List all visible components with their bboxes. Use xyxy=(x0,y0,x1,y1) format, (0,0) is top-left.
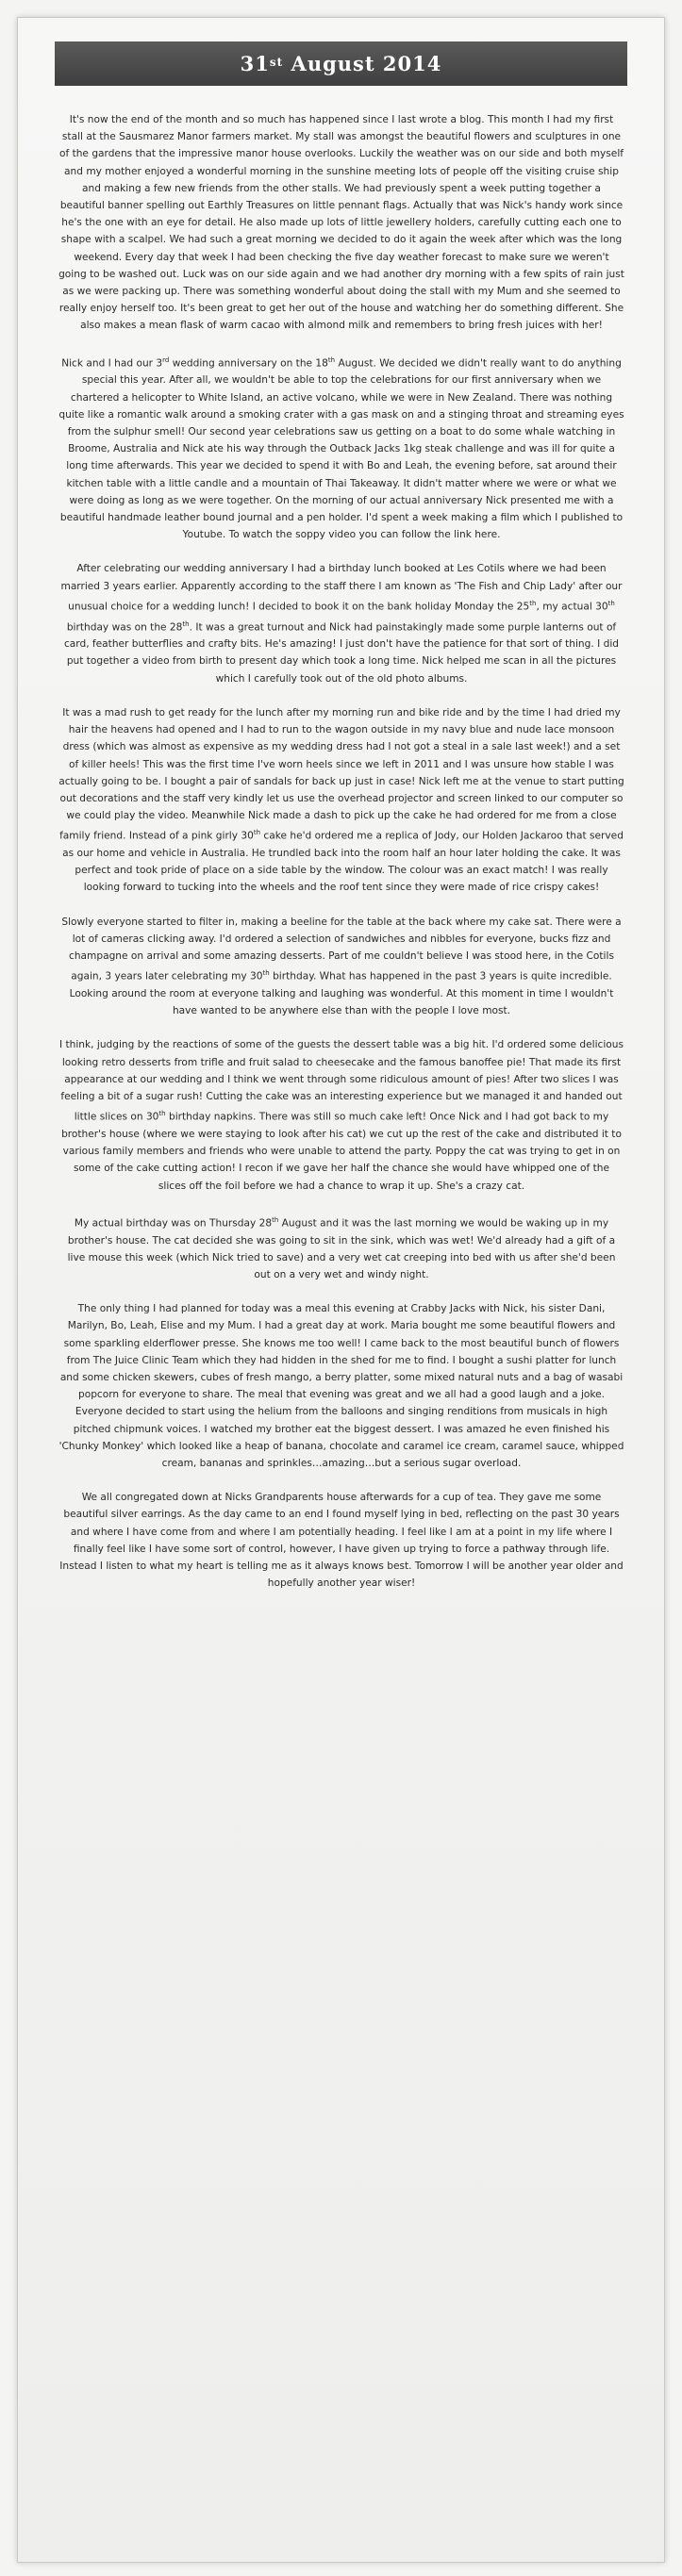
ordinal-suffix: rd xyxy=(162,355,170,364)
blog-body xyxy=(58,111,624,1609)
paragraph-text: cake he'd ordered me a replica of Jody, our Holden Jackaroo that served as our home and vehicle in Australia. He trundled back into the room half an hour later holding the cake. It was perfect and took pride of place on a side table by the window. The colour was an exact match! I was really looking forward to tucking into the wheels and the roof tent since they were made of rice crispy cakes! xyxy=(62,830,624,894)
header-day-suffix: st xyxy=(269,55,284,69)
blog-paragraph xyxy=(58,1489,624,1592)
paragraph-text: The only thing I had planned for today was a meal this evening at Crabby Jacks with Nick, his sister Dani, Marilyn, Bo, Leah, Elise and my Mum. I had a great day at work. Maria bought me some beautiful flowers and some sparkling elderflower presse. She knows me too well! I came back to the most beautiful bunch of flowers from The Juice Clinic Team which they had hidden in the shed for me to find. I bought a sushi platter for lunch and some chicken skewers, cubes of fresh mango, a berry platter, some mixed natural nuts and a bag of wasabi popcorn for everyone to share. The meal that evening was great and we all had a good laugh and a joke. Everyone decided to start using the helium from the balloons and singing renditions from musicals in high pitched chipmunk voices. I watched my brother eat the biggest dessert. I was amazed he even finished his 'Chunky Monkey' which looked like a heap of banana, chocolate and caramel ice cream, caramel sauce, whipped cream, bananas and sprinkles…amazing…but a serious sugar overload. xyxy=(58,1303,624,1469)
paragraph-text: birthday was on the 28 xyxy=(66,621,183,634)
paragraph-text: birthday napkins. There was still so much cake left! Once Nick and I had got back to my brother's house (where we were staying to look after his cat) we cut up the rest of the cake and distributed it to various family members and friends who were unable to attend the party. Poppy the cat was trying to get in on some of the cake cutting action! I recon if we gave her half the chance she would have whipped one of the slices off the foil before we had a chance to wrap it up. She's a crazy cat. xyxy=(61,1111,622,1192)
ordinal-suffix: th xyxy=(529,599,537,607)
blog-paragraph xyxy=(58,560,624,686)
blog-paragraph xyxy=(58,704,624,897)
ordinal-suffix: th xyxy=(327,355,336,364)
ordinal-suffix: th xyxy=(182,619,190,628)
header-day: 31 xyxy=(240,52,270,75)
ordinal-suffix: th xyxy=(607,599,615,607)
paragraph-text: wedding anniversary on the 18 xyxy=(169,357,328,370)
date-header xyxy=(55,41,627,86)
paragraph-text: It was a mad rush to get ready for the lunch after my morning run and bike ride and by the time I had dried my hair the heavens had opened and I had to run to the wagon outside in my navy blue and nude lace monsoon dress (which was almost as expensive as my wedding dress had I not got a steal in a sale last week!) and a set of killer heels! This was the first time I've worn heels since we left in 2011 and I was unsure how stable I was actually going to be. I bought a pair of sandals for back up just in case! Nick left me at the venue to start putting out decorations and the staff very kindly let us use the overhead projector and screen linked to our computer so we could play the video. Meanwhile Nick made a dash to pick up the cake he had ordered for me from a close family friend. Instead of a pink girly 30 xyxy=(58,706,624,842)
paragraph-text: August. We decided we didn't really want to do anything special this year. After all, we wouldn't be able to top the celebrations for our first anniversary when we chartered a helicopter to White Island, an active volcano, while we were in New Zealand. There was nothing quite like a romantic walk around a smoking crater with a gas mask on and a stinging throat and streaming eyes from the sulphur smell! Our second year celebrations saw us getting on a boat to do some whale watching in Broome, Australia and Nick ate his way through the Outback Jacks 1kg steak challenge and was ill for quite a long time afterwards. This year we decided to spend it with Bo and Leah, the evening before, sat around their kitchen table with a little candle and a mountain of Thai Takeaway. It didn't matter where we were or what we were doing as long as we were together. On the morning of our actual anniversary Nick presented me with a beautiful handmade leather bound journal and a pen holder. I'd spent a week making a film which I published to Youtube. To watch the soppy video you can follow the link here. xyxy=(58,357,624,541)
blog-paragraph xyxy=(58,1212,624,1283)
paragraph-text: We all congregated down at Nicks Grandparents house afterwards for a cup of tea. They gave me some beautiful silver earrings. As the day came to an end I found myself lying in bed, reflecting on the past 30 years and where I have come from and where I am potentially heading. I feel like I am at a point in my life where I finally feel like I have some sort of control, however, I have given up trying to force a pathway through life. Instead I listen to what my heart is telling me as it always knows best. Tomorrow I will be another year older and hopefully another year wiser! xyxy=(59,1492,624,1590)
blog-paragraph xyxy=(58,111,624,335)
paragraph-text: Nick and I had our 3 xyxy=(61,357,163,370)
blog-paragraph xyxy=(58,1036,624,1194)
paragraph-text: , my actual 30 xyxy=(536,601,608,613)
blog-paragraph xyxy=(58,352,624,544)
paragraph-text: I think, judging by the reactions of some of the guests the dessert table was a big hit. I'd ordered some delicious looking retro desserts from trifle and fruit salad to cheesecake and the famous banoffee pie! That made its first appearance at our wedding and I think we went through some ridiculous amount of pies! After two slices I was feeling a bit of a sugar rush! Cutting the cake was an interesting experience but we managed it and handed out little slices on 30 xyxy=(58,1039,624,1123)
ordinal-suffix: th xyxy=(272,1215,279,1224)
paragraph-text: August and it was the last morning we would be waking up in my brother's house. The cat decided she was going to sit in the sink, which was wet! We'd already had a gift of a live mouse this week (which Nick tried to save) and a very wet cat creeping into bed with us after she'd been out on a very wet and windy night. xyxy=(67,1217,616,1280)
blog-paragraph xyxy=(58,914,624,1020)
ordinal-suffix: th xyxy=(262,969,270,978)
paragraph-text: After celebrating our wedding anniversary I had a birthday lunch booked at Les Cotils where we had been married 3 years earlier. Apparently according to the staff there I am known as 'The Fish and Chip Lady' after our unusual choice for a wedding lunch! I decided to book it on the bank holiday Monday the 25 xyxy=(60,563,623,613)
ordinal-suffix: th xyxy=(158,1110,166,1118)
header-month-year: August 2014 xyxy=(283,52,442,75)
paragraph-text: . It was a great turnout and Nick had painstakingly made some purple lanterns out of card, feather butterflies and crafty bits. He's amazing! I just don't have the patience for that sort of thing. I did put together a video from birth to present day which took a long time. Nick helped me scan in all the pictures which I carefully took out of the old photo albums. xyxy=(63,621,619,685)
ordinal-suffix: th xyxy=(253,829,261,837)
paragraph-text: Slowly everyone started to filter in, making a beeline for the table at the back where my cake sat. There were a lot of cameras clicking away. I'd ordered a selection of sandwiches and nibbles for everyone, bucks fizz and champagne on arrival and some amazing desserts. Part of me couldn't believe I was stood here, in the Cotils again, 3 years later celebrating my 30 xyxy=(61,916,622,983)
paragraph-text: My actual birthday was on Thursday 28 xyxy=(74,1217,273,1230)
paragraph-text: It's now the end of the month and so much has happened since I last wrote a blog. This month I had my first stall at the Sausmarez Manor farmers market. My stall was amongst the beautiful flowers and sculptures in one of the gardens that the impressive manor house overlooks. Luckily the weather was on our side and both myself and my mother enjoyed a wonderful morning in the sunshine meeting lots of people off the visiting cruise ship and making a few new friends from the other stalls. We had previously spent a week putting together a beautiful banner spelling out Earthly Treasures on little pennant flags. Actually that was Nick's handy work since he's the one with an eye for detail. He also made up lots of little jewellery holders, carefully cutting each one to shape with a scalpel. We had such a great morning we decided to do it again the week after which was the long weekend. Every day that week I had been checking the five day weather forecast to make sure we weren't going to be washed out. Luck was on our side again and we had another dry morning with a few spits of rain just as we were packing up. There was something wonderful about doing the stall with my Mum and she seemed to really enjoy herself too. It's been great to get her out of the house and watching her do something different. She also makes a mean flask of warm cacao with almond milk and remembers to bring fresh juices with her! xyxy=(58,114,624,332)
blog-paragraph xyxy=(58,1300,624,1472)
paragraph-text: birthday. What has happened in the past 3 years is quite incredible. Looking around the room at everyone talking and laughing was wonderful. At this moment in time I wouldn't have wanted to be anywhere else than with the people I love most. xyxy=(69,970,614,1017)
